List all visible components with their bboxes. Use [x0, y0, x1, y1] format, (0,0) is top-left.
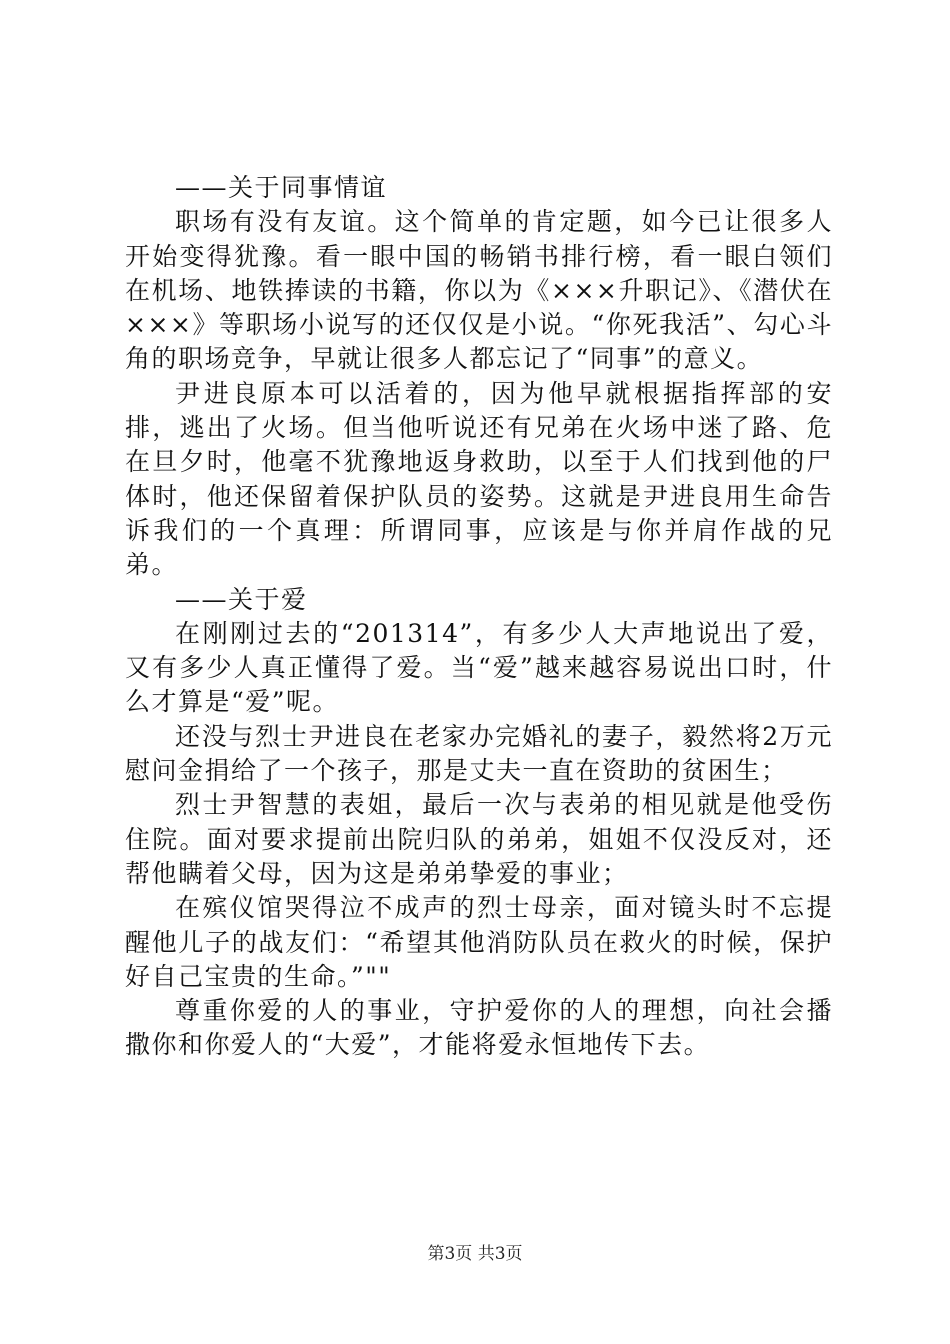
paragraph: 职场有没有友谊。这个简单的肯定题，如今已让很多人开始变得犹豫。看一眼中国的畅销书排行榜，看一眼白领们在机场、地铁捧读的书籍，你以为《×××升职记》、《潜伏在×××》等职场小说写的还仅仅是小说。“你死我活”、勾心斗角的职场竞争，早就让很多人都忘记了“同事”的意义。	[125, 207, 833, 374]
paragraph: 尊重你爱的人的事业，守护爱你的人的理想，向社会播撒你和你爱人的“大爱”，才能将爱永恒地传下去。	[125, 996, 833, 1060]
section-heading-love: ——关于爱	[175, 584, 308, 614]
paragraph: 在殡仪馆哭得泣不成声的烈士母亲，面对镜头时不忘提醒他儿子的战友们：“希望其他消防队员在救火的时候，保护好自己宝贵的生命。”""	[125, 893, 833, 991]
document-body	[125, 171, 833, 1063]
page-number-footer: 第3页 共3页	[427, 1244, 523, 1264]
paragraph: 还没与烈士尹进良在老家办完婚礼的妻子，毅然将2万元慰问金捐给了一个孩子，那是丈夫一直在资助的贫困生；	[125, 721, 833, 786]
paragraph: 在刚刚过去的“201314”，有多少人大声地说出了爱，又有多少人真正懂得了爱。当“爱”越来越容易说出口时，什么才算是“爱”呢。	[125, 618, 833, 717]
paragraph: 烈士尹智慧的表姐，最后一次与表弟的相见就是他受伤住院。面对要求提前出院归队的弟弟，姐姐不仅没反对，还帮他瞒着父母，因为这是弟弟挚爱的事业；	[125, 790, 833, 888]
paragraph: 尹进良原本可以活着的，因为他早就根据指挥部的安排，逃出了火场。但当他听说还有兄弟在火场中迷了路、危在旦夕时，他毫不犹豫地返身救助，以至于人们找到他的尸体时，他还保留着保护队员的姿势。这就是尹进良用生命告诉我们的一个真理：所谓同事，应该是与你并肩作战的兄弟。	[125, 378, 833, 580]
section-heading-colleague: ——关于同事情谊	[175, 173, 388, 202]
